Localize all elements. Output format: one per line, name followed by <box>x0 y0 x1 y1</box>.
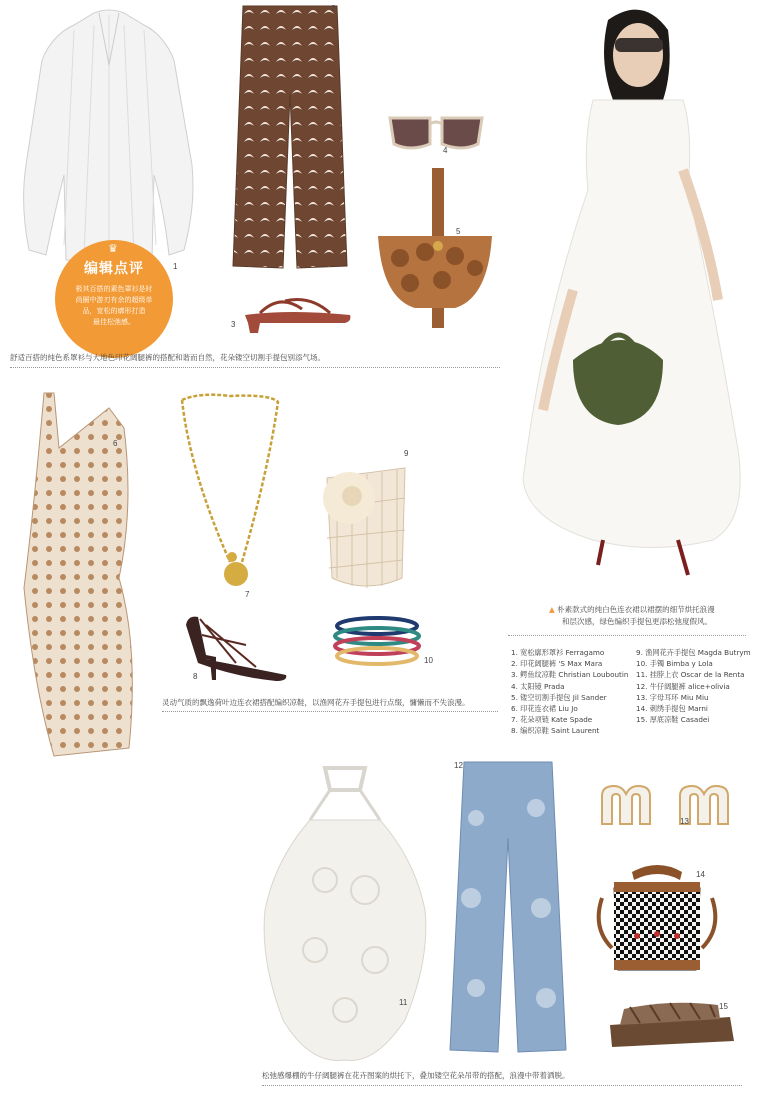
caption-middle: 灵动气质的飘逸荷叶边连衣裙搭配编织凉鞋，以渔网花卉手提包进行点缀，慵懒而不失浪漫。 <box>162 698 470 707</box>
floral-jeans-image <box>446 758 571 1058</box>
bracelets-image <box>330 610 425 670</box>
paisley-dress-image <box>14 388 144 760</box>
credit-item: 8. 编织凉鞋 Saint Laurent <box>511 726 600 736</box>
divider-bottom <box>262 1085 742 1086</box>
item-number-15: 15 <box>719 1002 728 1011</box>
divider-middle <box>162 711 498 712</box>
credit-item: 13. 字母耳环 Miu Miu <box>636 692 709 702</box>
item-number-6: 6 <box>113 439 118 448</box>
item-number-9: 9 <box>404 449 409 458</box>
croc-sandal-image <box>240 285 355 335</box>
model-photo <box>513 0 748 590</box>
divider-top <box>10 367 500 368</box>
item-number-12: 12 <box>454 761 463 770</box>
credit-item: 9. 渔网花卉手提包 Magda Butrym <box>636 648 751 657</box>
editor-comment-text: 极其百搭的素色罩衫是时 尚圈中游刃有余的超级单 品，宽松的廓形打造 最佳松弛感。 <box>75 285 153 326</box>
cutout-tote-image <box>370 168 500 338</box>
crown-icon: ♛ <box>108 242 118 255</box>
item-number-10: 10 <box>424 656 433 665</box>
credit-item: 14. 刺绣手提包 Marni <box>636 704 708 714</box>
white-blouse-image <box>14 5 204 270</box>
net-flower-bag-image <box>307 438 417 598</box>
credit-item: 12. 牛仔阔腿裤 alice+olivia <box>636 681 730 691</box>
item-number-5: 5 <box>456 227 461 236</box>
item-number-8: 8 <box>193 672 198 681</box>
sunglasses-image <box>386 112 486 157</box>
item-number-3: 3 <box>231 320 236 329</box>
credit-item: 11. 挂脖上衣 Oscar de la Renta <box>636 670 745 680</box>
credit-item: 7. 花朵项链 Kate Spade <box>511 715 593 725</box>
credit-item: 3. 鳄鱼纹凉鞋 Christian Louboutin <box>511 670 629 680</box>
credit-item: 10. 手镯 Bimba y Lola <box>636 659 713 669</box>
credits-right <box>636 647 751 725</box>
credits-left <box>511 647 628 737</box>
item-number-4: 4 <box>443 146 448 155</box>
credit-item: 2. 印花阔腿裤 'S Max Mara <box>511 659 603 669</box>
item-number-7: 7 <box>245 590 250 599</box>
caption-top: 舒适百搭的纯色系罩衫与大地色印花阔腿裤的搭配和谐而自然，花朵镂空切割手提包别添气场。 <box>10 353 325 362</box>
credit-item: 4. 太阳镜 Prada <box>511 681 565 691</box>
letter-earrings-image <box>596 782 746 832</box>
lace-halter-top-image <box>255 760 435 1070</box>
credit-item: 6. 印花连衣裙 Liu Jo <box>511 704 578 714</box>
photo-caption: ▲ 朴素款式的纯白色连衣裙以裙摆的细节烘托浪漫 和层次感，绿色编织手提包更添松弛度假风。 <box>549 605 715 626</box>
item-number-13: 13 <box>680 817 689 826</box>
item-number-14: 14 <box>696 870 705 879</box>
item-number-2: 2 <box>331 4 336 13</box>
triangle-marker-icon: ▲ <box>549 605 555 614</box>
printed-pants-image <box>225 4 355 272</box>
credit-item: 15. 厚底凉鞋 Casadei <box>636 715 710 725</box>
caption-bottom: 松弛感爆棚的牛仔阔腿裤在花卉图案的烘托下，叠加镂空花朵吊带的搭配，浪漫中带着洒脱。 <box>262 1071 570 1080</box>
gold-necklace-image <box>170 392 290 602</box>
item-number-1: 1 <box>173 262 178 271</box>
editor-comment-title: 编辑点评 <box>84 261 144 277</box>
editor-comment-badge <box>55 240 173 358</box>
credit-item: 5. 镂空切割手提包 Jil Sander <box>511 692 607 702</box>
divider-photo <box>508 635 746 636</box>
item-number-11: 11 <box>399 998 408 1007</box>
credit-item: 1. 宽松廓形罩衫 Ferragamo <box>511 648 605 657</box>
